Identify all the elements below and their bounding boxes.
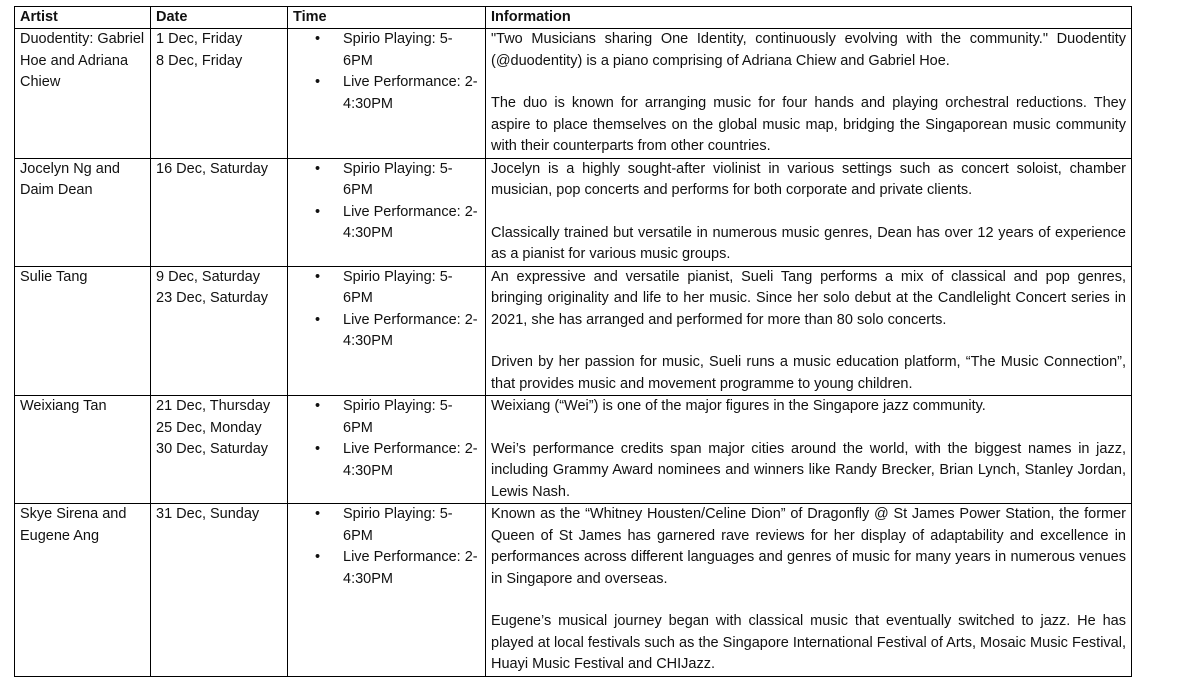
artist-name: Skye Sirena and Eugene Ang <box>20 506 127 544</box>
time-slot: • Live Performance: 2-4:30PM <box>293 202 480 245</box>
time-slot: • Spirio Playing: 5-6PM <box>293 396 480 439</box>
artist-cell <box>15 266 151 396</box>
date-entry: 1 Dec, Friday <box>156 31 243 47</box>
time-slot: • Live Performance: 2-4:30PM <box>293 72 480 115</box>
header-date: Date <box>151 7 288 29</box>
time-cell <box>288 504 486 677</box>
date-cell <box>151 158 288 266</box>
header-row <box>15 7 1132 29</box>
date-entry: 16 Dec, Saturday <box>156 160 269 177</box>
information-paragraph: Weixiang (“Wei”) is one of the major figures in the Singapore jazz community. <box>491 398 986 414</box>
time-list <box>293 267 480 353</box>
time-list <box>293 396 480 482</box>
time-cell <box>288 29 486 159</box>
date-cell <box>151 504 288 677</box>
time-slot: • Spirio Playing: 5-6PM <box>293 159 480 202</box>
header-time: Time <box>288 7 486 29</box>
schedule-table <box>14 6 1132 677</box>
information-paragraph: Driven by her passion for music, Sueli runs a music education platform, “The Music Connection”, that provides music and movement programme to young children. <box>491 354 1126 392</box>
information-cell <box>486 29 1132 159</box>
information-cell <box>486 158 1132 266</box>
information-paragraph: Jocelyn is a highly sought-after violinist in various settings such as concert soloist, chamber musician, pop concerts and performs for both corporate and private clients. <box>491 160 1126 198</box>
information-cell <box>486 396 1132 504</box>
table-row <box>15 29 1132 159</box>
time-slot: • Live Performance: 2-4:30PM <box>293 310 480 353</box>
date-entry: 31 Dec, Sunday <box>156 506 260 522</box>
time-slot: • Spirio Playing: 5-6PM <box>293 504 480 547</box>
time-list <box>293 504 480 590</box>
artist-cell <box>15 29 151 159</box>
time-cell <box>288 396 486 504</box>
artist-name: Weixiang Tan <box>20 398 107 414</box>
time-list <box>293 29 480 115</box>
time-slot: • Live Performance: 2-4:30PM <box>293 547 480 590</box>
time-cell <box>288 266 486 396</box>
header-information: Information <box>486 7 1132 29</box>
date-cell <box>151 29 288 159</box>
information-cell <box>486 266 1132 396</box>
information-paragraph: An expressive and versatile pianist, Sueli Tang performs a mix of classical and pop genres, bringing originality and life to her music. Since her solo debut at the Candlelight Concert series in 2021, she has arranged and performed for more than 80 solo concerts. <box>491 268 1126 328</box>
artist-cell <box>15 396 151 504</box>
artist-name: Jocelyn Ng and Daim Dean <box>20 160 120 198</box>
time-slot: • Live Performance: 2-4:30PM <box>293 439 480 482</box>
information-paragraph: Classically trained but versatile in numerous music genres, Dean has over 12 years of experience as a pianist for various music groups. <box>491 224 1126 262</box>
header-artist: Artist <box>15 7 151 29</box>
information-paragraph: Wei’s performance credits span major cities around the world, with the biggest names in jazz, including Grammy Award nominees and winners like Randy Brecker, Brian Lynch, Stanley Jordan, Lewis Nash. <box>491 440 1126 500</box>
date-entry: 8 Dec, Friday <box>156 52 243 69</box>
artist-name: Sulie Tang <box>20 268 88 285</box>
table-row <box>15 158 1132 266</box>
date-cell <box>151 396 288 504</box>
artist-cell <box>15 158 151 266</box>
table-row <box>15 266 1132 396</box>
date-entry: 23 Dec, Saturday <box>156 290 269 306</box>
information-paragraph: Eugene’s musical journey began with classical music that eventually switched to jazz. He has played at local festivals such as the Singapore International Festival of Arts, Mosaic Music Festival, Huayi Music Festival and CHIJazz. <box>491 613 1126 672</box>
date-entry: 21 Dec, Thursday <box>156 398 271 414</box>
information-paragraph: Known as the “Whitney Housten/Celine Dion” of Dragonfly @ St James Power Station, the former Queen of St James has garnered rave reviews for her display of adaptability and excellence in performances across different languages and genres of music for many years in numerous venues in Singapore and overseas. <box>491 506 1126 587</box>
table-row <box>15 396 1132 504</box>
date-entry: 25 Dec, Monday <box>156 419 262 436</box>
time-slot: • Spirio Playing: 5-6PM <box>293 29 480 72</box>
time-cell <box>288 158 486 266</box>
time-list <box>293 159 480 245</box>
date-entry: 9 Dec, Saturday <box>156 268 260 285</box>
information-paragraph: "Two Musicians sharing One Identity, continuously evolving with the community." Duodentity (@duodentity) is a piano comprising of Adriana Chiew and Gabriel Hoe. <box>491 31 1126 69</box>
artist-cell <box>15 504 151 677</box>
artist-name: Duodentity: Gabriel Hoe and Adriana Chiew <box>20 31 145 90</box>
information-paragraph: The duo is known for arranging music for four hands and playing orchestral reductions. They aspire to place themselves on the global music map, bridging the Singaporean music community with their counterparts from other countries. <box>491 95 1126 154</box>
date-cell <box>151 266 288 396</box>
table-row <box>15 504 1132 677</box>
date-entry: 30 Dec, Saturday <box>156 441 269 457</box>
time-slot: • Spirio Playing: 5-6PM <box>293 267 480 310</box>
information-cell <box>486 504 1132 677</box>
